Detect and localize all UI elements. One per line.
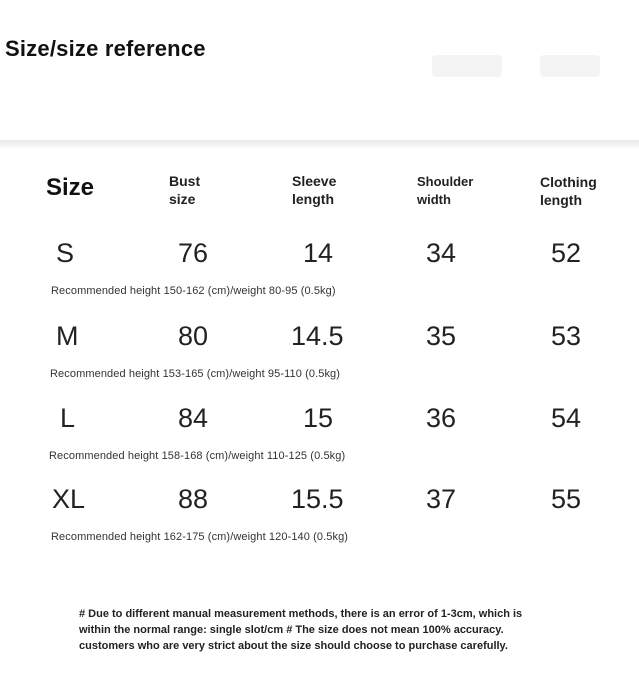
faint-background-mark [540,55,600,77]
header-line: Bust [169,173,201,189]
sleeve-cell: 15.5 [291,484,344,514]
shoulder-cell: 36 [426,403,457,433]
shoulder-width-header [417,173,473,209]
bust-cell: 80 [178,321,209,351]
size-column-header: Size [46,174,95,201]
sleeve-length-header [292,172,336,208]
header-line: size [169,191,196,207]
header-line: Shoulder [417,174,474,189]
size-cell: XL [52,484,86,514]
table-row [0,484,639,566]
faint-background-mark [432,55,502,77]
header-line: length [540,192,582,208]
bust-cell: 88 [178,484,209,514]
table-row [0,321,639,403]
note-line: customers who are very strict about the size should choose to purchase carefully. [79,640,508,652]
sleeve-cell: 14.5 [291,321,344,351]
sleeve-cell: 14 [303,238,334,268]
size-cell: M [56,321,79,351]
length-cell: 55 [551,484,582,514]
header-line: width [417,192,451,207]
bust-cell: 84 [178,403,209,433]
note-line: within the normal range: single slot/cm # The size does not mean 100% accuracy. [79,624,504,636]
bust-size-header [169,172,200,208]
length-cell: 53 [551,321,582,351]
header-line: Sleeve [292,173,337,189]
size-cell: S [56,238,75,268]
page-title: Size/size reference [5,36,206,61]
shoulder-cell: 35 [426,321,457,351]
sleeve-cell: 15 [303,403,334,433]
recommendation-text: Recommended height 150-162 (cm)/weight 80-95 (0.5kg) [51,285,336,297]
length-cell: 52 [551,238,582,268]
header-line: length [292,191,334,207]
note-line: # Due to different manual measurement methods, there is an error of 1-3cm, which is [79,608,523,620]
header [0,0,639,140]
bust-cell: 76 [178,238,209,268]
section-divider [0,140,639,148]
header-line: Clothing [540,174,597,190]
shoulder-cell: 37 [426,484,457,514]
clothing-length-header [540,173,597,209]
table-row [0,403,639,485]
recommendation-text: Recommended height 153-165 (cm)/weight 95-110 (0.5kg) [50,368,341,380]
table-row [0,238,639,320]
shoulder-cell: 34 [426,238,457,268]
measurement-note [79,606,559,654]
recommendation-text: Recommended height 162-175 (cm)/weight 120-140 (0.5kg) [51,531,349,543]
length-cell: 54 [551,403,582,433]
size-cell: L [60,403,76,433]
recommendation-text: Recommended height 158-168 (cm)/weight 110-125 (0.5kg) [49,450,346,462]
